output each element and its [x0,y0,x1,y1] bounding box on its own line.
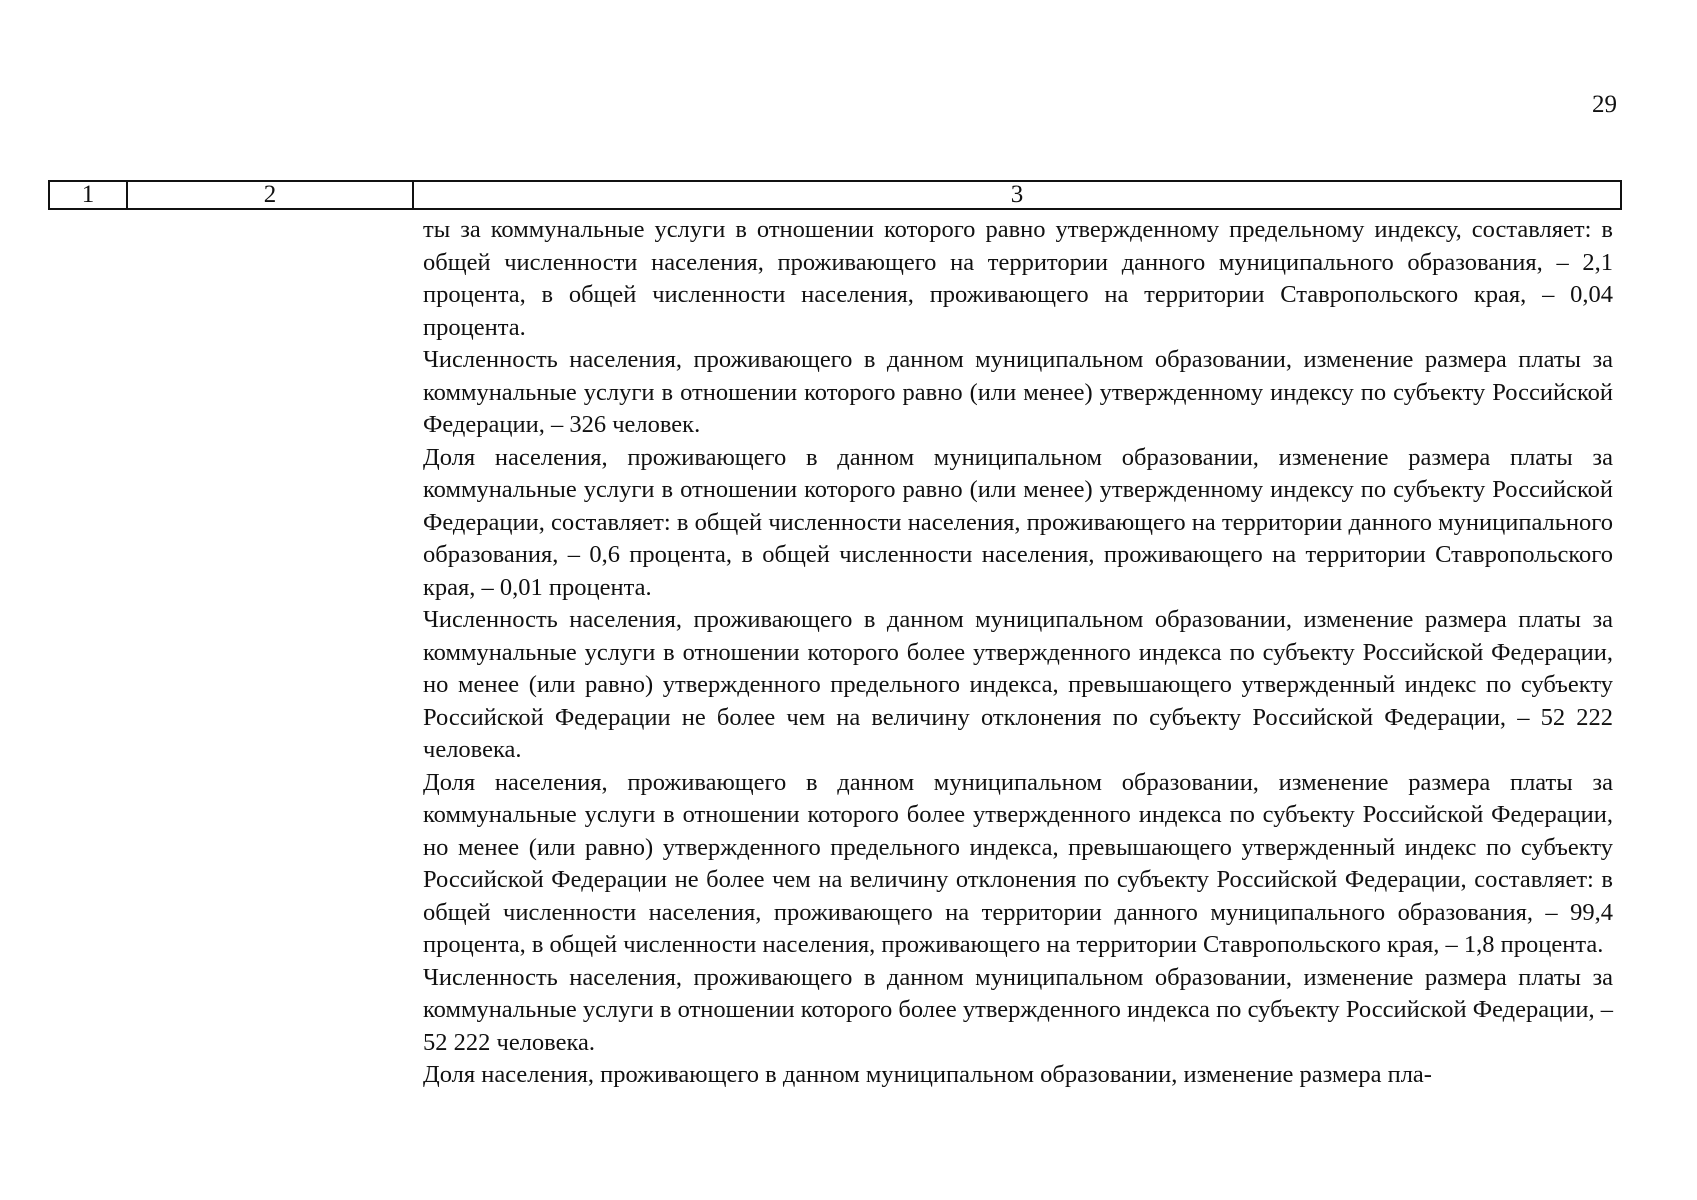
column-header-3: 3 [413,181,1621,209]
paragraph: Численность населения, проживающего в данном муниципальном образовании, изменение размера платы за коммунальные услуги в отношении которого более утвержденного индекса по субъекту Российской Федерации, но менее (или равно) утвержденного предельного индекса, превышающего утвержденный индекс по субъекту Российской Федерации не более чем на величину отклонения по субъекту Российской Федерации, – 52 222 человека. [423,606,1613,763]
paragraph: Доля населения, проживающего в данном муниципальном образовании, изменение размера платы за коммунальные услуги в отношении которого равно (или менее) утвержденному индексу по субъекту Российской Федерации, составляет: в общей численности населения, проживающего на территории данного муниципального образования, – 0,6 процента, в общей численности населения, проживающего на территории Ставропольского края, – 0,01 процента. [423,443,1613,601]
column-3-text [423,214,1613,1092]
page-number: 29 [1592,91,1617,118]
paragraph: ты за коммунальные услуги в отношении которого равно утвержденному предельному индексу, составляет: в общей численности населения, проживающего на территории данного муниципального образования, – 2,1 процента, в общей численности населения, проживающего на территории Ставропольского края, – 0,04 процента. [423,216,1613,341]
paragraph: Численность населения, проживающего в данном муниципальном образовании, изменение размера платы за коммунальные услуги в отношении которого равно (или менее) утвержденному индексу по субъекту Российской Федерации, – 326 человек. [423,346,1613,438]
column-header-2: 2 [127,181,413,209]
column-header-table [48,180,1622,210]
paragraph: Численность населения, проживающего в данном муниципальном образовании, изменение размера платы за коммунальные услуги в отношении которого более утвержденного индекса по субъекту Российской Федерации, – 52 222 человека. [423,963,1613,1056]
paragraph: Доля населения, проживающего в данном муниципальном образовании, изменение размера пла- [423,1061,1432,1088]
paragraph: Доля населения, проживающего в данном муниципальном образовании, изменение размера платы за коммунальные услуги в отношении которого более утвержденного индекса по субъекту Российской Федерации, но менее (или равно) утвержденного предельного индекса, превышающего утвержденный индекс по субъекту Российской Федерации не более чем на величину отклонения по субъекту Российской Федерации, составляет: в общей численности населения, проживающего на территории данного муниципального образования, – 99,4 процента, в общей численности населения, проживающего на территории Ставропольского края, – 1,8 процента. [423,768,1613,958]
column-header-row [49,181,1621,209]
column-header-1: 1 [49,181,127,209]
